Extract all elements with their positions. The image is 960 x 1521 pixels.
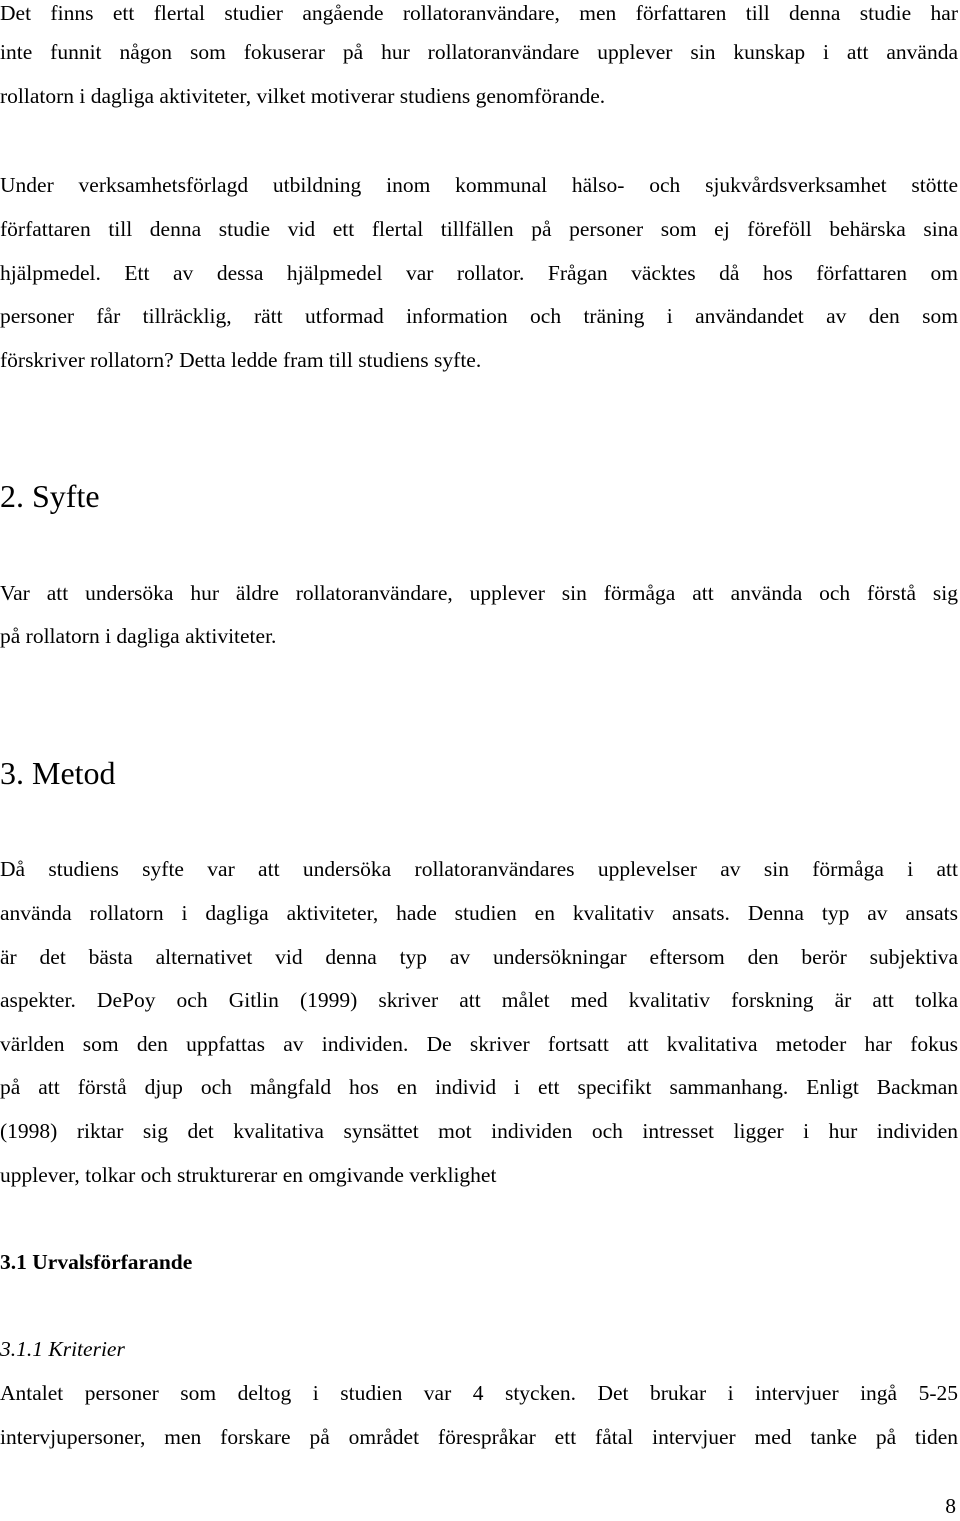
text-line: på att förstå djup och mångfald hos en individ i ett specifikt sammanhang. Enligt Backman [0, 1075, 958, 1099]
page-number: 8 [945, 1494, 956, 1518]
subsection-heading-urvalsforfarande: 3.1 Urvalsförfarande [0, 1250, 193, 1274]
text-line: aspekter. DePoy och Gitlin (1999) skriver att målet med kvalitativ forskning är att tolka [0, 988, 958, 1012]
text-line: personer får tillräcklig, rätt utformad information och träning i användandet av den som [0, 304, 958, 328]
text-line: Antalet personer som deltog i studien var 4 stycken. Det brukar i intervjuer ingå 5-25 [0, 1381, 958, 1405]
subsubsection-heading-kriterier: 3.1.1 Kriterier [0, 1337, 125, 1361]
text-line: Under verksamhetsförlagd utbildning inom kommunal hälso- och sjukvårdsverksamhet stötte [0, 173, 958, 197]
text-line: intervjupersoner, men forskare på området förespråkar ett fåtal intervjuer med tanke på tiden [0, 1425, 958, 1449]
section-heading-syfte: 2. Syfte [0, 478, 100, 514]
section-heading-metod: 3. Metod [0, 755, 116, 791]
text-line: använda rollatorn i dagliga aktiviteter, hade studien en kvalitativ ansats. Denna typ av ansats [0, 901, 958, 925]
text-line: författaren till denna studie vid ett flertal tillfällen på personer som ej föreföll behärska sina [0, 217, 958, 241]
text-line: upplever, tolkar och strukturerar en omgivande verklighet [0, 1163, 497, 1187]
text-line: på rollatorn i dagliga aktiviteter. [0, 624, 277, 648]
text-line: Var att undersöka hur äldre rollatoranvändare, upplever sin förmåga att använda och förstå sig [0, 581, 958, 605]
text-line: (1998) riktar sig det kvalitativa synsättet mot individen och intresset ligger i hur individen [0, 1119, 958, 1143]
text-line: rollatorn i dagliga aktiviteter, vilket motiverar studiens genomförande. [0, 84, 606, 108]
text-line: Det finns ett flertal studier angående rollatoranvändare, men författaren till denna studie har [0, 1, 958, 25]
text-line: hjälpmedel. Ett av dessa hjälpmedel var rollator. Frågan väcktes då hos författaren om [0, 261, 958, 285]
text-line: inte funnit någon som fokuserar på hur rollatoranvändare upplever sin kunskap i att använda [0, 40, 958, 64]
text-line: världen som den uppfattas av individen. De skriver fortsatt att kvalitativa metoder har fokus [0, 1032, 958, 1056]
text-line: Då studiens syfte var att undersöka rollatoranvändares upplevelser av sin förmåga i att [0, 857, 958, 881]
text-line: förskriver rollatorn? Detta ledde fram till studiens syfte. [0, 348, 482, 372]
text-line: är det bästa alternativet vid denna typ av undersökningar eftersom den berör subjektiva [0, 945, 958, 969]
